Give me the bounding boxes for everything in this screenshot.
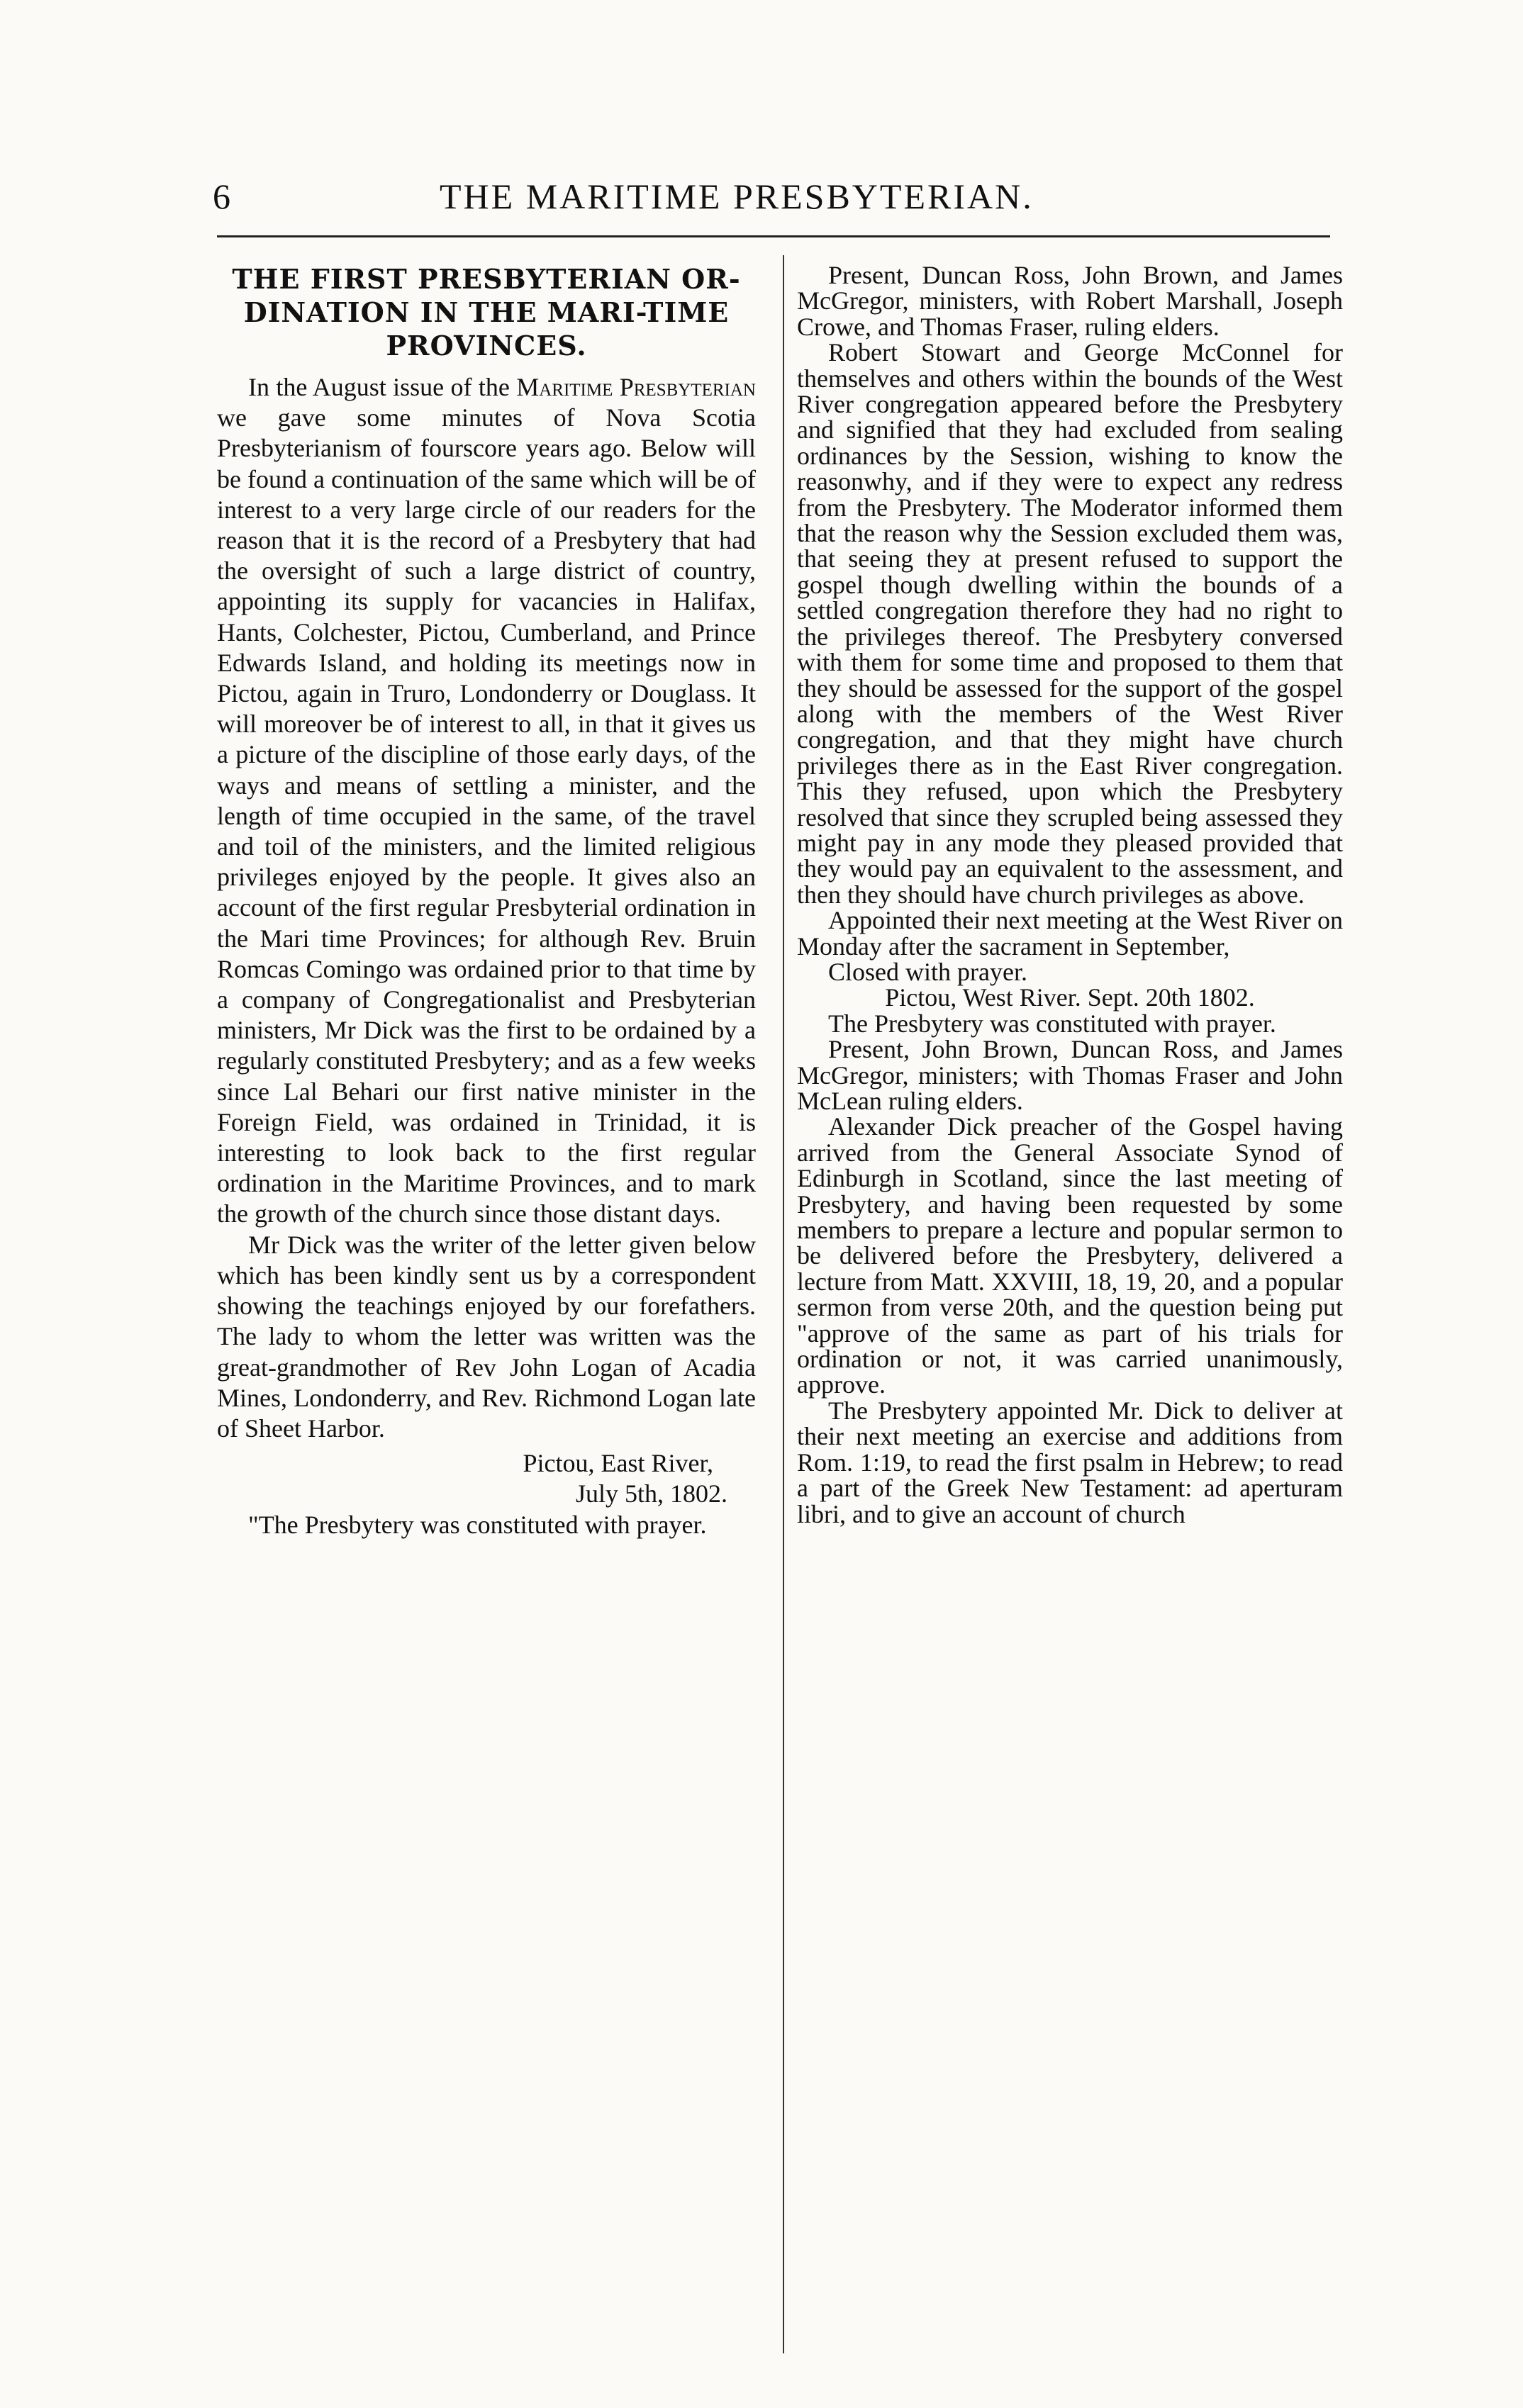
letter-signoff — [217, 1448, 756, 1509]
exercise-paragraph: The Presbytery appointed Mr. Dick to deliver at their next meeting an exercise and additions from Rom. 1:19, to read the first psalm in Hebrew; to read a part of the Greek New Testament: ad aperturam libri, and to give an account of church — [797, 1396, 1343, 1528]
dick-trials-paragraph: Alexander Dick preacher of the Gospel having arrived from the General Associate Synod of Edinburgh in Scotland, since the last meeting of Presbytery, and having been requested by some members to prepare a lecture and popular sermon to be delivered before the Presbytery, delivered a lecture from Matt. XXVIII, 18, 19, 20, and a popular sermon from verse 20th, and the question being put "approve of the same as part of his trials for ordination or not, it was carried unanimously, approve. — [797, 1112, 1343, 1399]
signoff-place: Pictou, East River, — [523, 1449, 713, 1478]
column-divider — [783, 255, 784, 2353]
article-title: THE FIRST PRESBYTERIAN OR-DINATION IN THE MARI-TIME PROVINCES. — [232, 263, 741, 362]
next-meeting-paragraph: Appointed their next meeting at the West River on Monday after the sacrament in September, — [797, 906, 1343, 961]
constituted-paragraph-2: The Presbytery was constituted with prayer. — [828, 1009, 1276, 1038]
header-rule — [217, 235, 1330, 237]
page-number: 6 — [213, 177, 230, 216]
running-head — [213, 176, 1347, 233]
present-paragraph-1: Present, Duncan Ross, John Brown, and James McGregor, ministers, with Robert Marshall, Joseph Crowe, and Thomas Fraser, ruling elders. — [797, 261, 1343, 341]
minutes-opening: "The Presbytery was constituted with prayer. — [248, 1510, 707, 1539]
closed-with-prayer: Closed with prayer. — [828, 957, 1027, 986]
signoff-date: July 5th, 1802. — [575, 1479, 727, 1508]
dateline-2: Pictou, West River. Sept. 20th 1802. — [885, 983, 1255, 1012]
journal-title: THE MARITIME PRESBYTERIAN. — [440, 177, 1034, 216]
right-column — [797, 262, 1343, 1527]
intro-text-before: In the August issue of the — [248, 373, 517, 401]
left-column — [217, 262, 756, 1540]
present-paragraph-2: Present, John Brown, Duncan Ross, and James McGregor, ministers; with Thomas Fraser and John McLean ruling elders. — [797, 1035, 1343, 1115]
intro-text-after: we gave some minutes of Nova Scotia Presbyterianism of fourscore years ago. Below will be found a continuation of the same which will be of interest to a very large circle of our readers for the reason that it is the record of a Presbytery that had the oversight of such a large district of country, appointing its supply for vacancies in Halifax, Hants, Colchester, Pictou, Cumberland, and Prince Edwards Island, and holding its meetings now in Pictou, again in Truro, Londonderry or Douglass. It will moreover be of interest to all, in that it gives us a picture of the discipline of those early days, of the ways and means of settling a minister, and the length of time occupied in the same, of the travel and toil of the ministers, and the limited religious privileges enjoyed by the people. It gives also an account of the first regular Presbyterial ordination in the Mari time Provinces; for although Rev. Bruin Romcas Comingo was ordained prior to that time by a company of Congregationalist and Presbyterian ministers, Mr Dick was the first to be ordained by a regularly constituted Presbytery; and as a few weeks since Lal Behari our first native minister in the Foreign Field, was ordained in Trinidad, it is interesting to look back to the first regular ordination in the Maritime Provinces, and to mark the growth of the church since those distant days. — [217, 403, 756, 1228]
intro-paragraph — [217, 372, 756, 1230]
stowart-petition-paragraph: Robert Stowart and George McConnel for themselves and others within the bounds of the West River congregation appeared before the Presbytery and signified that they had excluded from sealing ordinances by the Session, wishing to know the reasonwhy, and if they were to expect any redress from the Presbytery. The Moderator informed them that the reason why the Session excluded them was, that seeing they at present refused to support the gospel though dwelling within the bounds of a settled congregation therefore they had no right to the privileges thereof. The Presbytery conversed with them for some time and proposed to them that they should be assessed for the support of the gospel along with the members of the West River congregation, and that they might have church privileges there as in the East River congregation. This they refused, upon which the Presbytery resolved that since they scrupled being assessed they might pay in any mode they pleased provided that they would pay an equivalent to the assessment, and then they should have church privileges as above. — [797, 338, 1343, 909]
journal-name: Maritime Presbyterian — [516, 373, 756, 401]
letter-note-paragraph: Mr Dick was the writer of the letter given below which has been kindly sent us by a correspondent showing the teachings enjoyed by our forefathers. The lady to whom the letter was written was the great-grandmother of Rev John Logan of Acadia Mines, Londonderry, and Rev. Richmond Logan late of Sheet Harbor. — [217, 1230, 756, 1443]
